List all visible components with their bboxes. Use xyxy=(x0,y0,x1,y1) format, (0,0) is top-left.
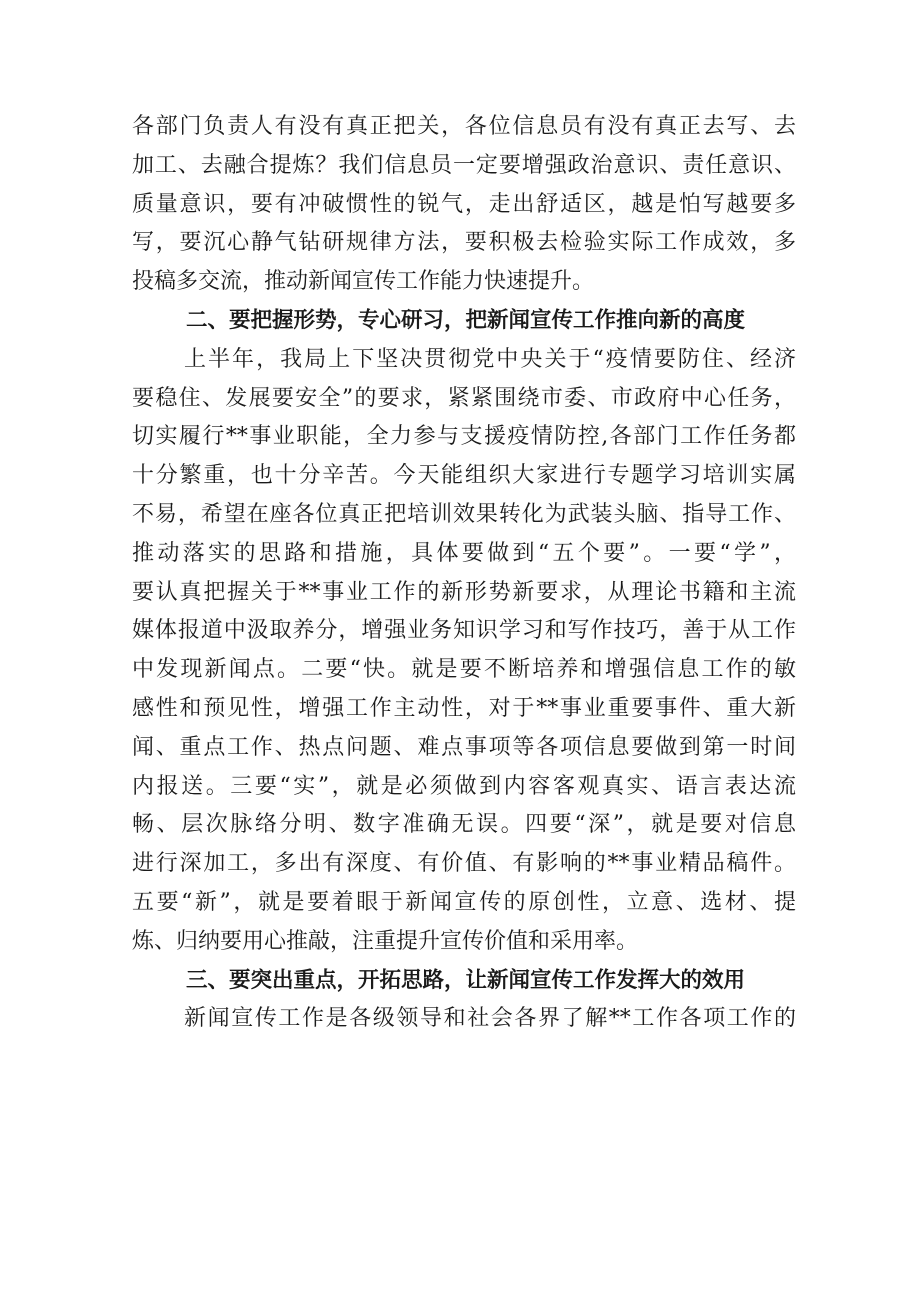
text-line: 加工、去融合提炼？我们信息员一定要增强政治意识、责任意识、 xyxy=(132,152,796,178)
section-heading-2: 二、要把握形势，专心研习，把新闻宣传工作推向新的高度 xyxy=(186,307,746,333)
text-line: 进行深加工，多出有深度、有价值、有影响的**事业精品稿件。 xyxy=(132,851,796,877)
text-line: 要稳住、发展要安全”的要求，紧紧围绕市委、市政府中心任务， xyxy=(132,385,796,411)
text-line: 各部门负责人有没有真正把关，各位信息员有没有真正去写、去 xyxy=(132,114,796,139)
text-line: 不易，希望在座各位真正把培训效果转化为武装头脑、指导工作、 xyxy=(132,501,796,527)
text-line: 五要“新”，就是要着眼于新闻宣传的原创性，立意、选材、提 xyxy=(132,889,796,915)
paragraph-2 xyxy=(132,341,796,962)
text-line: 畅、层次脉络分明、数字准确无误。四要“深”，就是要对信息 xyxy=(132,812,796,838)
text-line: 质量意识，要有冲破惯性的锐气，走出舒适区，越是怕写越要多 xyxy=(132,191,796,217)
section-heading-3: 三、要突出重点，开拓思路，让新闻宣传工作发挥大的效用 xyxy=(186,967,746,993)
text-line: 媒体报道中汲取养分，增强业务知识学习和写作技巧，善于从工作 xyxy=(132,618,796,644)
text-line: 新闻宣传工作是各级领导和社会各界了解**工作各项工作的 xyxy=(184,1006,796,1032)
text-line: 闻、重点工作、热点问题、难点事项等各项信息要做到第一时间 xyxy=(132,734,796,760)
text-line: 切实履行**事业职能，全力参与支援疫情防控,各部门工作任务都 xyxy=(132,424,796,450)
paragraph-1 xyxy=(132,108,796,302)
text-line: 投稿多交流，推动新闻宣传工作能力快速提升。 xyxy=(132,269,595,295)
text-line: 上半年，我局上下坚决贯彻党中央关于“疫情要防住、经济 xyxy=(184,346,796,372)
text-line: 感性和预见性，增强工作主动性，对于**事业重要事件、重大新 xyxy=(132,695,796,721)
document-body xyxy=(132,108,796,1039)
text-line: 内报送。三要“实”，就是必须做到内容客观真实、语言表达流 xyxy=(132,773,796,799)
text-line: 推动落实的思路和措施，具体要做到“五个要”。一要“学”， xyxy=(132,540,796,566)
text-line: 写，要沉心静气钻研规律方法，要积极去检验实际工作成效，多 xyxy=(132,230,796,256)
text-line: 十分繁重，也十分辛苦。今天能组织大家进行专题学习培训实属 xyxy=(132,463,796,489)
text-line: 要认真把握关于**事业工作的新形势新要求，从理论书籍和主流 xyxy=(132,579,796,605)
text-line: 炼、归纳要用心推敲，注重提升宣传价值和采用率。 xyxy=(132,928,639,954)
text-line: 中发现新闻点。二要“快。就是要不断培养和增强信息工作的敏 xyxy=(132,657,796,683)
paragraph-3 xyxy=(132,1000,796,1039)
